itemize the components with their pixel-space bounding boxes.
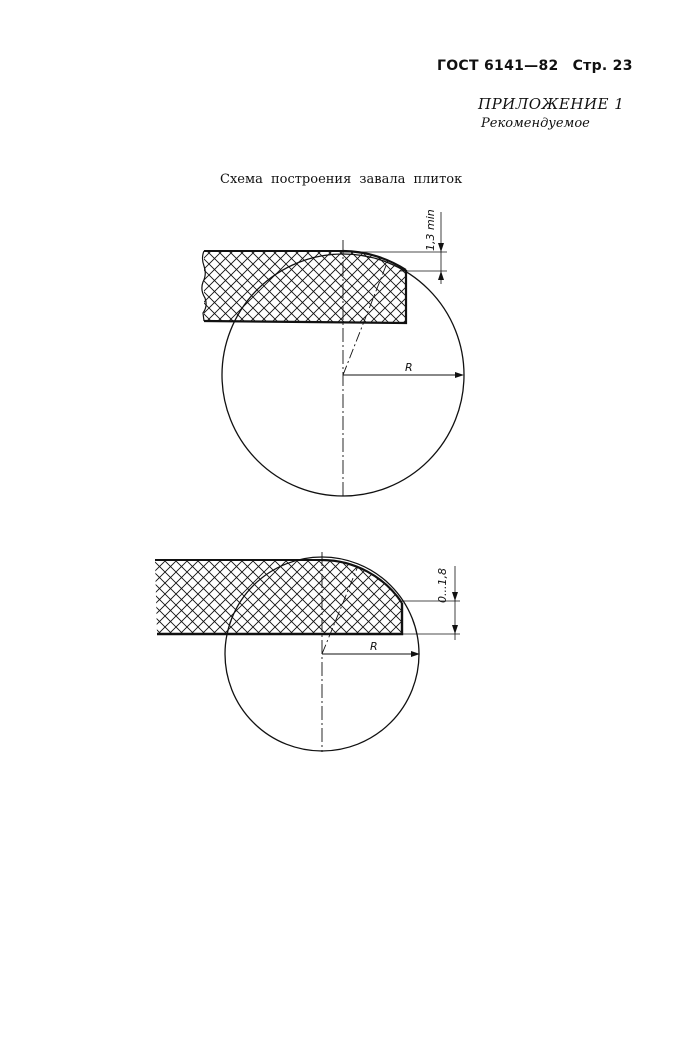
top-radius-arrow <box>455 372 464 378</box>
appendix-title: ПРИЛОЖЕНИЕ 1 <box>478 95 625 113</box>
top-radius-label: R <box>405 361 413 374</box>
bottom-radius-label: R <box>370 640 378 653</box>
figure-title: Схема построения завала плиток <box>220 172 463 187</box>
standard-number: ГОСТ 6141—82 <box>437 58 559 74</box>
bottom-diagram <box>150 552 460 752</box>
bottom-edge-dimension-label: 0...1,8 <box>436 568 449 603</box>
page-number: Стр. 23 <box>572 58 633 74</box>
appendix-subtitle: Рекомендуемое <box>481 116 590 131</box>
bottom-tile-section <box>150 552 410 642</box>
top-diagram <box>195 209 464 497</box>
bottom-edge-dimension <box>402 566 460 640</box>
top-tile-section <box>195 240 415 335</box>
top-edge-dimension-label: 1,3 min <box>424 209 437 251</box>
